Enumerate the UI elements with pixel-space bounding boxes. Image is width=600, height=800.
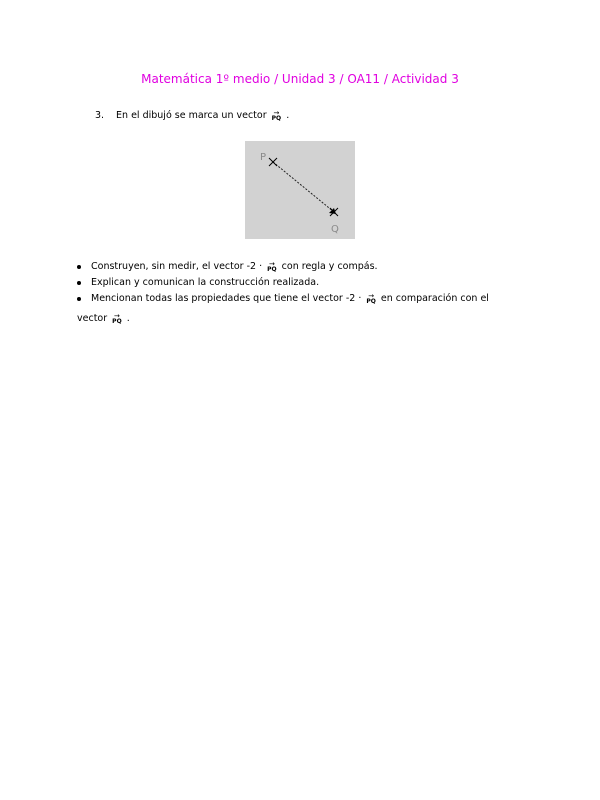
vector-pq-symbol	[366, 294, 376, 305]
vector-label: PQ	[366, 298, 376, 305]
vector-label: PQ	[112, 318, 122, 325]
point-p-cross-icon	[269, 158, 277, 166]
vector-arrow-icon: →	[268, 260, 275, 268]
vector-arrow-icon: →	[113, 312, 120, 320]
list-item-text: Explican y comunican la construcción realizada.	[91, 277, 320, 288]
list-item-continuation	[77, 311, 527, 327]
list-item	[77, 291, 527, 307]
vector-pq-symbol	[272, 111, 282, 122]
list-item-text-end: con regla y compás.	[281, 261, 378, 272]
question-3	[95, 110, 289, 122]
vector-arrow-icon: →	[368, 292, 375, 300]
list-item-text: vector	[77, 313, 108, 324]
list-item-text-end: .	[126, 313, 130, 324]
point-p-label: P	[260, 152, 267, 163]
question-number: 3.	[95, 110, 105, 121]
activity-list	[77, 259, 527, 327]
vector-diagram-svg	[245, 141, 355, 239]
list-item	[77, 275, 527, 291]
vector-label: PQ	[267, 266, 277, 273]
list-item-text: Mencionan todas las propiedades que tiene el vector -2 ·	[91, 293, 362, 304]
list-item-text-end: en comparación con el	[380, 293, 489, 304]
list-item	[77, 259, 527, 275]
vector-line	[273, 162, 334, 212]
point-q-label: Q	[331, 224, 339, 235]
bullet-icon	[77, 281, 81, 285]
vector-pq-symbol	[112, 314, 122, 325]
page-title: Matemática 1º medio / Unidad 3 / OA11 / Actividad 3	[141, 72, 459, 86]
vector-diagram	[245, 141, 355, 239]
vector-label: PQ	[271, 115, 282, 122]
question-text: En el dibujó se marca un vector	[116, 110, 267, 121]
bullet-icon	[77, 297, 81, 301]
list-item-text: Construyen, sin medir, el vector -2 ·	[91, 261, 263, 272]
vector-pq-symbol	[267, 262, 277, 273]
question-text-end: .	[286, 110, 290, 121]
vector-arrow-icon: →	[273, 109, 280, 117]
bullet-icon	[77, 265, 81, 269]
